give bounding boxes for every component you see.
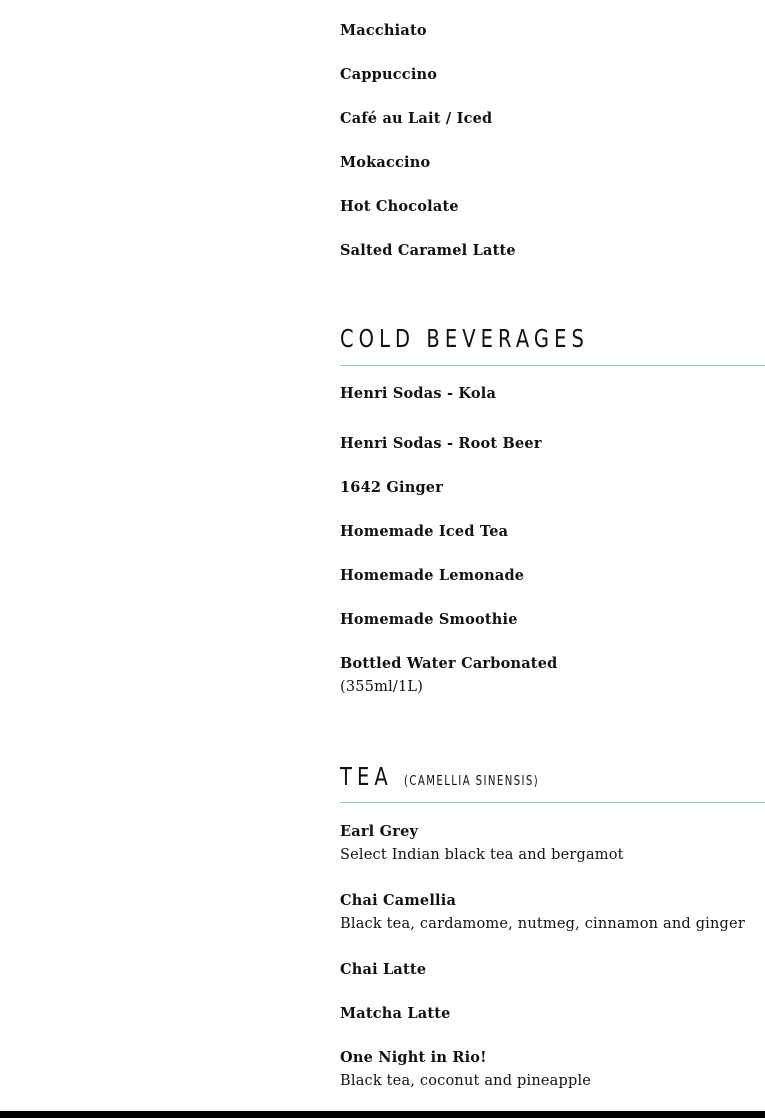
menu-item-name: Macchiato [340,22,427,39]
menu-item-description: Black tea, coconut and pineapple [340,1073,592,1089]
section-title-text: TEA [340,762,393,791]
menu-item-name: Mokaccino [340,154,431,171]
section-divider [340,365,765,366]
menu-item-name: Henri Sodas - Root Beer [340,435,542,452]
menu-item-description: (355ml/1L) [340,679,424,695]
footer-bar [0,1111,765,1118]
menu-item-name: Hot Chocolate [340,198,459,215]
menu-item-name: Café au Lait / Iced [340,110,493,127]
menu-item-name: Salted Caramel Latte [340,242,516,259]
menu-item-name: Matcha Latte [340,1005,451,1022]
menu-item-name: Chai Camellia [340,892,457,909]
menu-item-name: Bottled Water Carbonated [340,655,558,672]
menu-item-name: Earl Grey [340,823,419,840]
menu-item-name: Homemade Lemonade [340,567,525,584]
menu-item-description: Select Indian black tea and bergamot [340,847,624,863]
section-subtitle: (CAMELLIA SINENSIS) [404,774,540,789]
section-divider [340,802,765,803]
menu-item-name: Chai Latte [340,961,427,978]
menu-item-name: Homemade Smoothie [340,611,518,628]
section-title-text: COLD BEVERAGES [340,324,589,353]
menu-item-description: Black tea, cardamome, nutmeg, cinnamon and ginger [340,916,745,932]
menu-item-name: One Night in Rio! [340,1049,487,1066]
menu-item-name: Henri Sodas - Kola [340,385,497,402]
section-title [340,324,589,354]
menu-item-name: Homemade Iced Tea [340,523,509,540]
section-title [340,762,539,797]
menu-item-name: Cappuccino [340,66,438,83]
menu-item-name: 1642 Ginger [340,479,444,496]
